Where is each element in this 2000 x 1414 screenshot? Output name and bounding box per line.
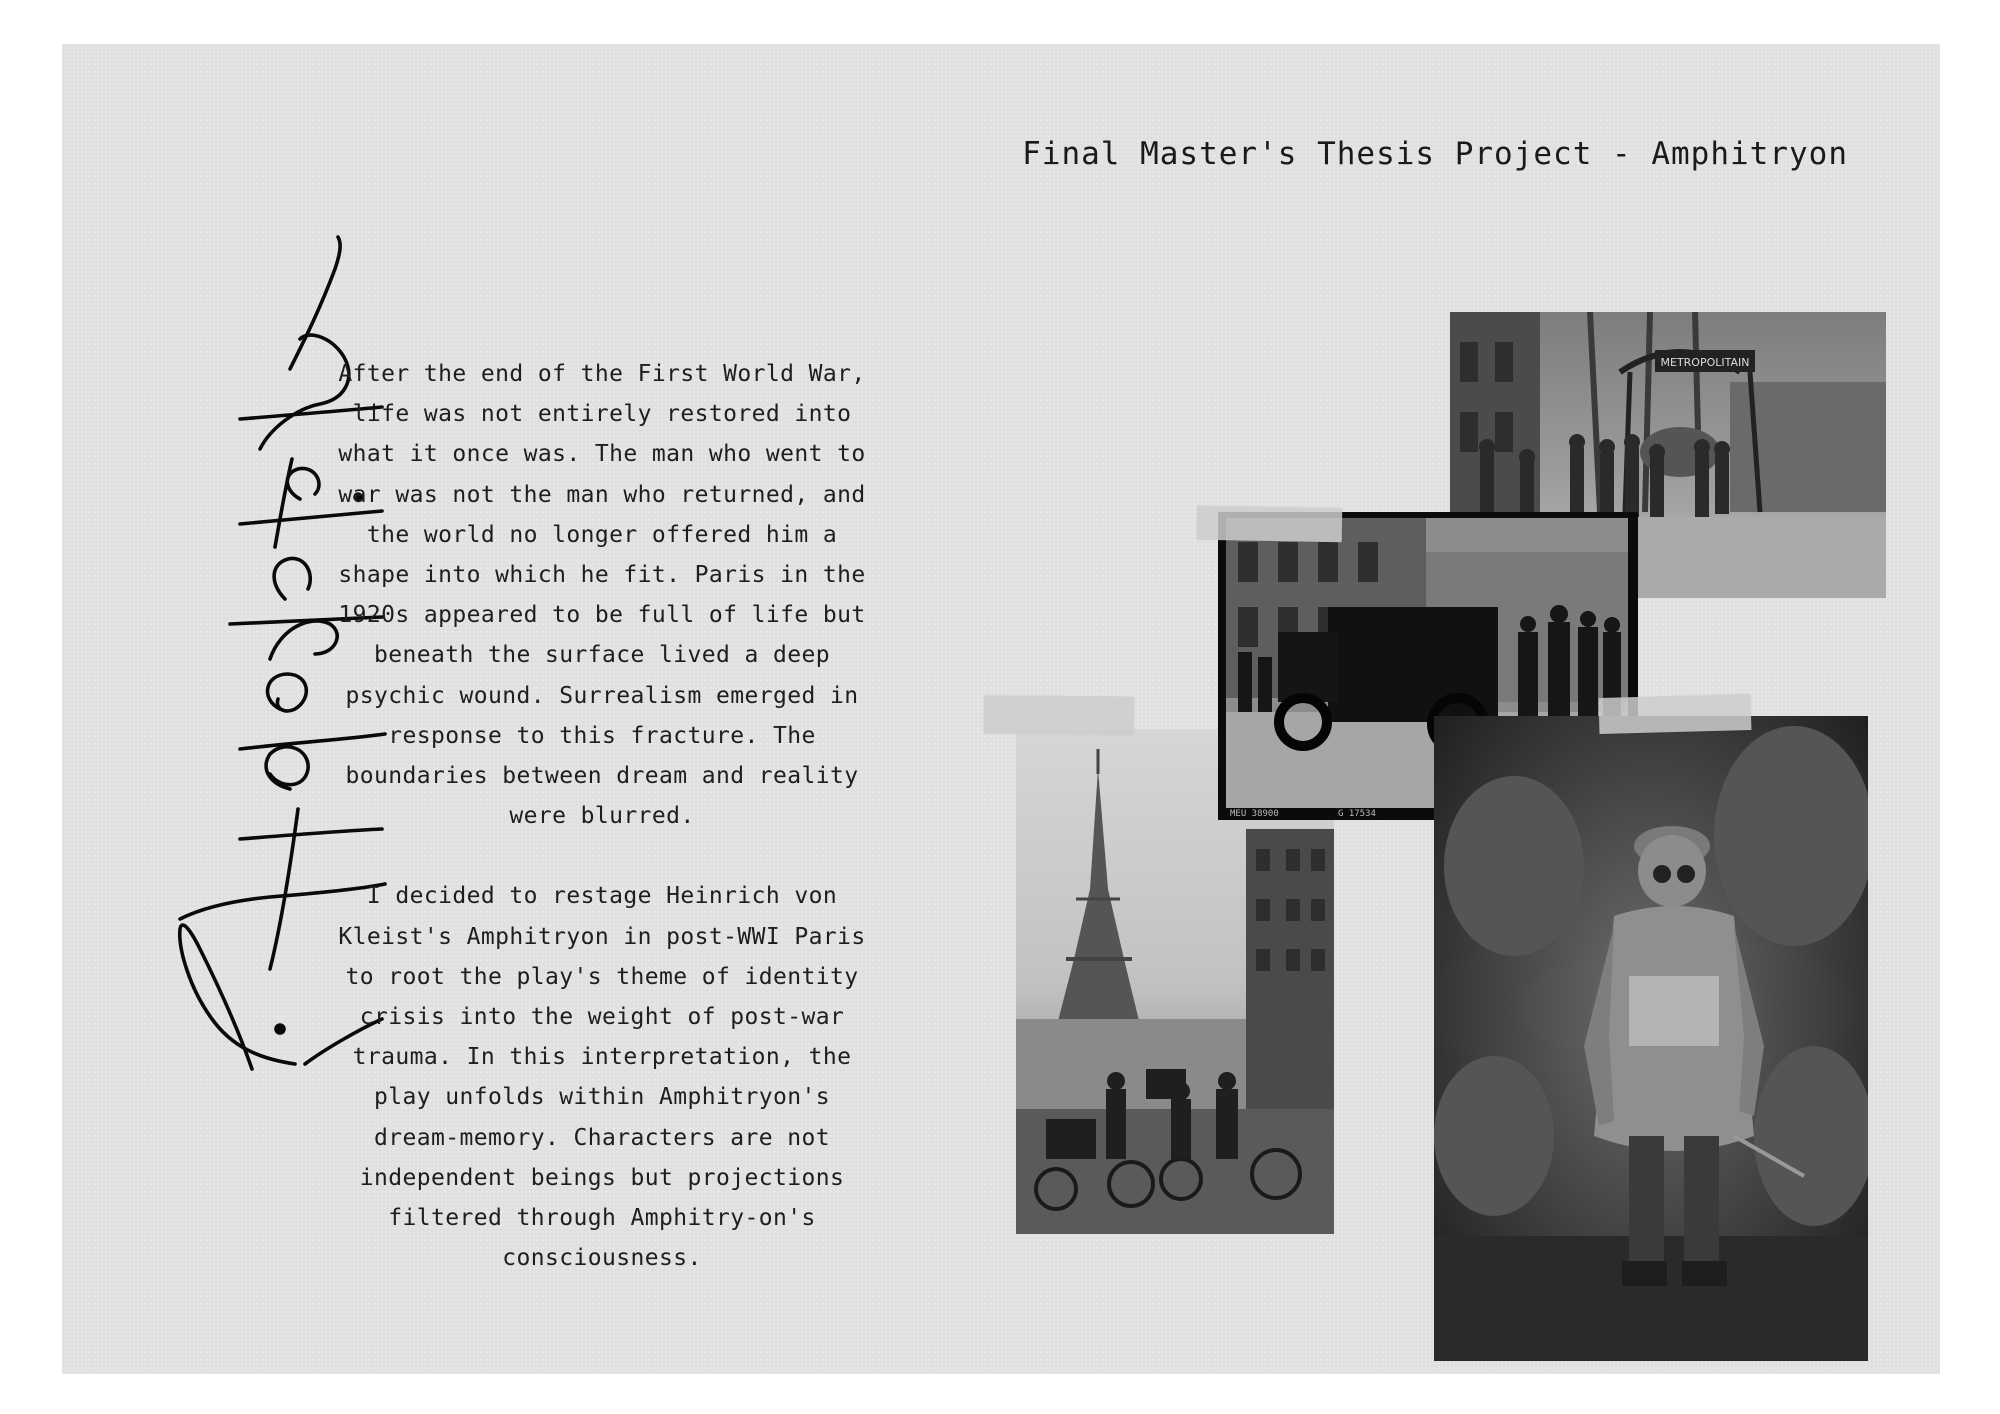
masking-tape xyxy=(984,695,1134,734)
project-title: Final Master's Thesis Project - Amphitryon xyxy=(1022,136,1848,172)
truck-caption-right: G 17534 xyxy=(1338,809,1376,819)
masking-tape xyxy=(1599,694,1752,734)
metro-sign-text: METROPOLITAIN xyxy=(1660,356,1750,369)
document-page xyxy=(62,44,1940,1374)
photo-soldier-gas-mask xyxy=(1434,716,1868,1361)
masking-tape xyxy=(1197,506,1343,543)
intro-paragraph-2: I decided to restage Heinrich von Kleist's Amphitryon in post-WWI Paris to root the play's theme of identity crisis into the weight of post-war trauma. In this interpretation, the play unfolds within Amphitryon's dream-memory. Characters are not independent beings but projections filtered through Amphitry-on's consciousness. xyxy=(338,883,866,1272)
intro-paragraph-1: After the end of the First World War, life was not entirely restored into what it once was. The man who went to war was not the man who returned, and the world no longer offered him a shape into which he fit. Paris in the 1920s appeared to be full of life but beneath the surface lived a deep psychic wound. Surrealism emerged in response to this fracture. The boundaries between dream and reality were blurred. xyxy=(338,361,866,830)
intro-text xyxy=(332,354,872,1278)
truck-caption-left: MEU 38900 xyxy=(1230,809,1279,819)
